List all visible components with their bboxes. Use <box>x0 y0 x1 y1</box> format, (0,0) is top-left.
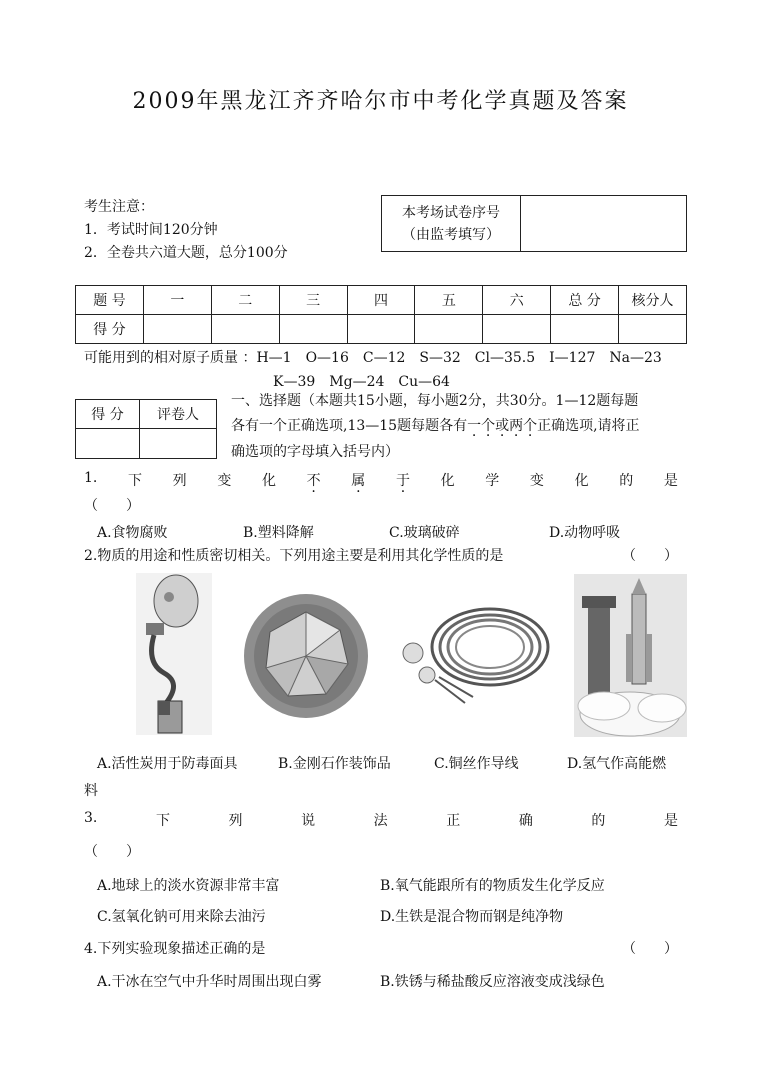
score-header-4: 四 <box>347 286 415 315</box>
score-cell[interactable] <box>347 315 415 344</box>
emphasis-char: 个 <box>523 418 538 434</box>
grader-score-cell[interactable] <box>76 429 140 459</box>
q3-char: 确 <box>518 813 533 829</box>
q4-answer-paren[interactable]: （ ） <box>622 941 678 957</box>
q1-char: 的 <box>619 473 634 489</box>
q1-char: 变 <box>217 473 232 489</box>
q1-option-b: B.塑料降解 <box>243 525 314 541</box>
q1-char: 化 <box>261 473 276 489</box>
q3-char: 列 <box>228 813 243 829</box>
score-cell[interactable] <box>143 315 211 344</box>
q3-option-b: B.氧气能跟所有的物质发生化学反应 <box>380 878 605 894</box>
q1-char: 变 <box>529 473 544 489</box>
score-table <box>75 285 687 344</box>
section1-line-3: 确选项的字母填入括号内） <box>231 444 399 460</box>
q2-option-d-wrap: 料 <box>84 783 98 799</box>
q1-char: 是 <box>663 473 678 489</box>
emphasis-char: 两 <box>509 418 524 434</box>
score-row-label: 得 分 <box>76 315 144 344</box>
q2-option-a: A.活性炭用于防毒面具 <box>97 756 238 772</box>
score-header-2: 二 <box>211 286 279 315</box>
q3-char: 是 <box>663 813 678 829</box>
score-cell[interactable] <box>279 315 347 344</box>
q1-char-emphasis: 属 · <box>351 470 365 490</box>
q3-char: 正 <box>446 813 461 829</box>
seat-number-field[interactable] <box>521 196 687 252</box>
diamond-image <box>236 580 376 733</box>
gas-mask-image <box>136 573 212 735</box>
score-header-6: 六 <box>483 286 551 315</box>
q1-char: 学 <box>485 473 500 489</box>
score-header-label: 题 号 <box>76 286 144 315</box>
q1-char: 化 <box>440 473 455 489</box>
q3-char: 的 <box>591 813 606 829</box>
emphasis-char: 个 <box>481 418 496 434</box>
section1-line-1: 一、选择题（本题共15小题，每小题2分，共30分。1—12题每题 <box>231 393 639 409</box>
score-header-checker: 核分人 <box>619 286 687 315</box>
atomic-mass-line-2: K—39 Mg—24 Cu—64 <box>273 374 450 390</box>
q1-char: 列 <box>172 473 187 489</box>
q3-option-c: C.氢氧化钠可用来除去油污 <box>97 909 266 925</box>
q3-char: 3. <box>84 810 98 826</box>
grader-box <box>75 399 217 459</box>
q1-option-c: C.玻璃破碎 <box>389 525 460 541</box>
q3-char: 说 <box>301 813 316 829</box>
q4-stem: 4.下列实验现象描述正确的是 <box>84 941 266 957</box>
q1-char-emphasis: 于 · <box>396 470 410 490</box>
page-title: 2009年黑龙江齐齐哈尔市中考化学真题及答案 <box>132 89 629 114</box>
q3-option-a: A.地球上的淡水资源非常丰富 <box>97 878 280 894</box>
grader-label: 评卷人 <box>140 400 217 429</box>
q2-option-b: B.金刚石作装饰品 <box>278 756 391 772</box>
q1-answer-paren[interactable]: （ ） <box>84 498 140 514</box>
rocket-launch-image <box>574 574 687 737</box>
q1-option-a: A.食物腐败 <box>97 525 168 541</box>
section1-line-2a: 各有一个正确选项,13—15题每题各有 <box>231 418 468 434</box>
score-header-1: 一 <box>143 286 211 315</box>
score-cell[interactable] <box>619 315 687 344</box>
seat-box-note: （由监考填写） <box>402 226 500 243</box>
q3-stem <box>84 810 678 830</box>
q3-char: 法 <box>373 813 388 829</box>
score-cell[interactable] <box>211 315 279 344</box>
q2-option-d: D.氢气作高能燃 <box>567 756 667 772</box>
q1-char-emphasis: 不 · <box>307 470 321 490</box>
score-cell[interactable] <box>415 315 483 344</box>
section1-line-2 <box>231 415 640 435</box>
notice-heading: 考生注意： <box>84 199 154 215</box>
q1-stem <box>84 470 678 490</box>
emphasis-char: 一 <box>467 418 482 434</box>
q1-option-d: D.动物呼吸 <box>549 525 621 541</box>
q2-option-c: C.铜丝作导线 <box>434 756 519 772</box>
score-header-5: 五 <box>415 286 483 315</box>
q4-option-a: A.干冰在空气中升华时周围出现白雾 <box>97 974 322 990</box>
section1-line-2b: 正确选项,请将正 <box>537 418 640 434</box>
q1-char: 化 <box>574 473 589 489</box>
q3-option-d: D.生铁是混合物而钢是纯净物 <box>380 909 564 925</box>
score-cell[interactable] <box>483 315 551 344</box>
notice-item-1: 1．考试时间120分钟 <box>84 222 218 238</box>
emphasis-char: 或 <box>495 418 510 434</box>
score-cell[interactable] <box>551 315 619 344</box>
q1-char: 下 <box>128 473 143 489</box>
atomic-mass-line-1: 可能用到的相对原子质量 ：H—1 O—16 C—12 S—32 Cl—35.5 I—127 Na—23 <box>84 350 662 366</box>
q3-char: 下 <box>155 813 170 829</box>
grader-score-label: 得 分 <box>76 400 140 429</box>
notice-item-2: 2．全卷共六道大题，总分100分 <box>84 245 288 261</box>
q4-option-b: B.铁锈与稀盐酸反应溶液变成浅绿色 <box>380 974 605 990</box>
seat-box-label: 本考场试卷序号 <box>402 204 500 221</box>
score-header-total: 总 分 <box>551 286 619 315</box>
score-header-3: 三 <box>279 286 347 315</box>
copper-wire-image <box>395 585 555 715</box>
q1-char: 1. <box>84 470 98 486</box>
q2-stem: 2.物质的用途和性质密切相关。下列用途主要是利用其化学性质的是 <box>84 548 504 564</box>
grader-name-cell[interactable] <box>140 429 217 459</box>
q3-answer-paren[interactable]: （ ） <box>84 844 140 860</box>
q2-answer-paren[interactable]: （ ） <box>622 548 678 564</box>
seat-number-box <box>381 195 687 252</box>
